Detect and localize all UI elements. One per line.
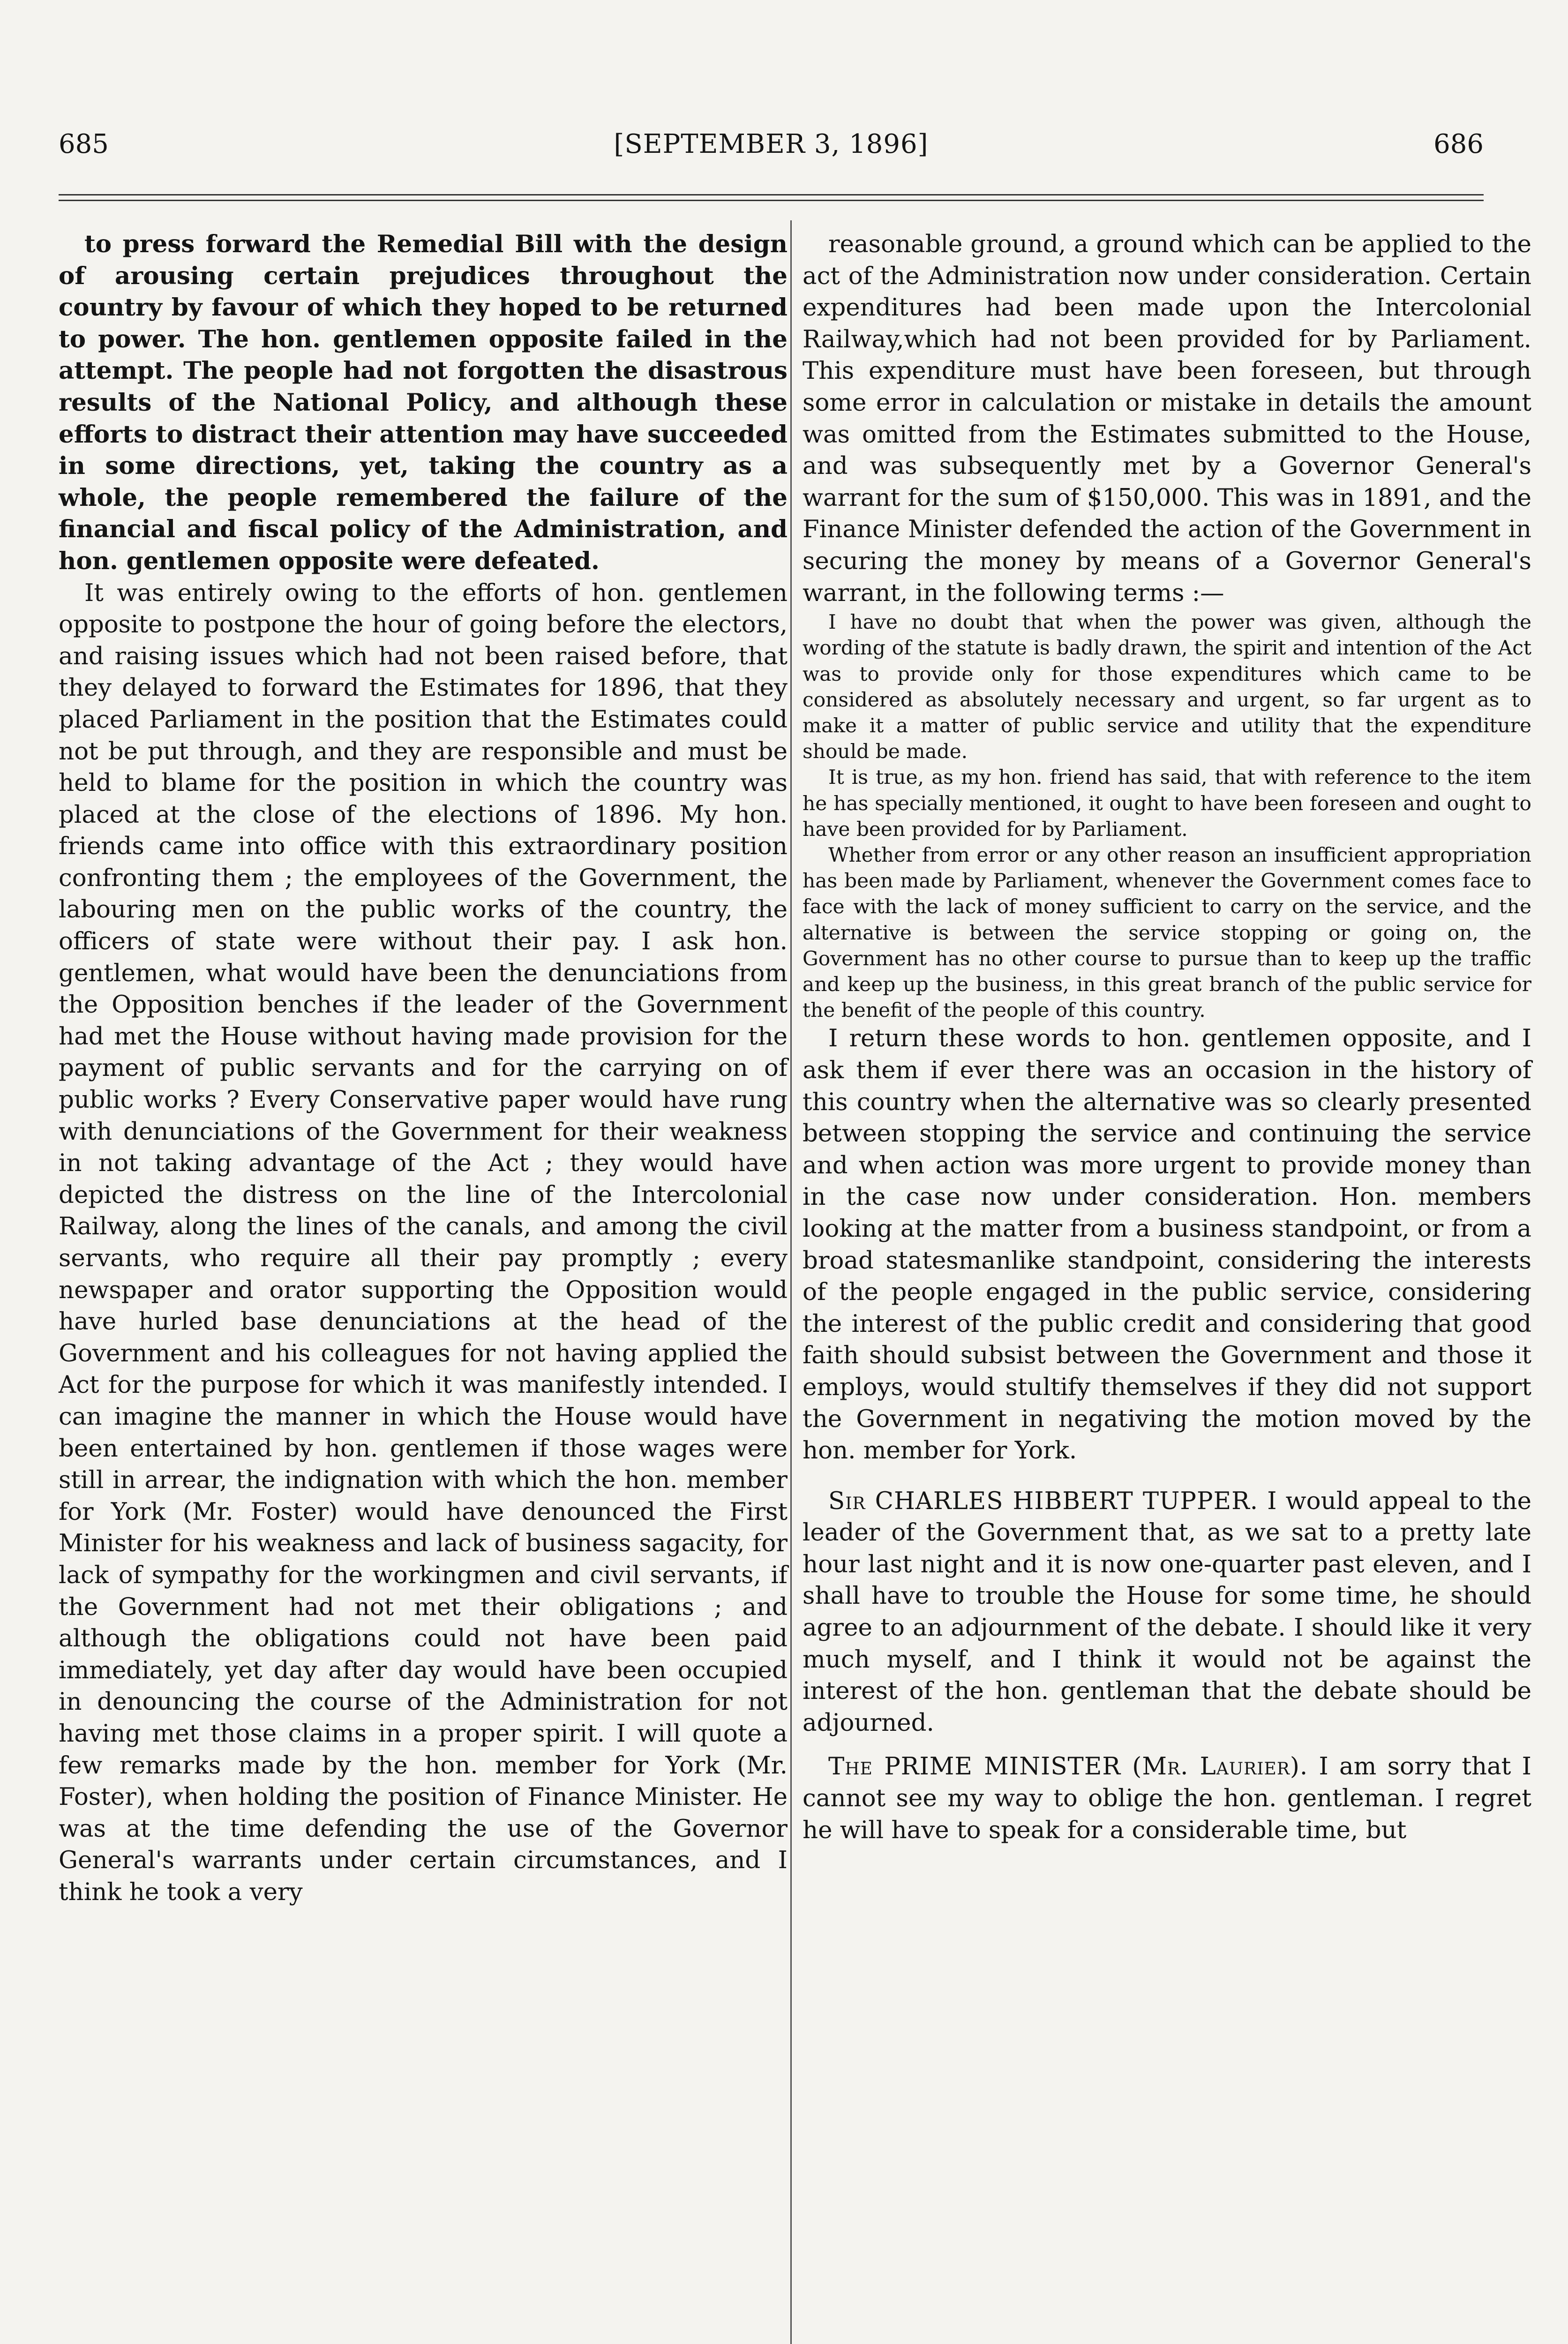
- header-rule-top: [59, 194, 1484, 195]
- page-date-title: [SEPTEMBER 3, 1896]: [614, 129, 929, 159]
- paragraph: It was entirely owing to the efforts of hon. gentlemen opposite to postpone the hour of going before the electors, and raising issues which had not been raised before, that they delayed to forward the Estimates for 1896, that they placed Parliament in the position that the Estimates could not be put through, and they are responsible and must be held to blame for the position in which the country was placed at the close of the elections of 1896. My hon. friends came into office with this extraordinary position confronting them ; the employees of the Government, the labouring men on the public works of the country, the officers of state were without their pay. I ask hon. gentlemen, what would have been the denunciations from the Opposition benches if the leader of the Government had met the House without having made provision for the payment of public servants and for the carrying on of public works ? Every Conservative paper would have rung with denunciations of the Government for their weakness in not taking advantage of the Act ; they would have depicted the distress on the line of the Intercolonial Railway, along the lines of the canals, and among the civil servants, who require all their pay promptly ; every newspaper and orator supporting the Opposition would have hurled base denunciations at the head of the Government and his colleagues for not having applied the Act for the purpose for which it was manifestly intended. I can imagine the manner in which the House would have been entertained by hon. gentlemen if those wages were still in arrear, the indignation with which the hon. member for York (Mr. Foster) would have denounced the First Minister for his weakness and lack of business sagacity, for lack of sympathy for the workingmen and civil servants, if the Government had not met their obligations ; and although the obligations could not have been paid immediately, yet day after day would have been occupied in denouncing the course of the Administration for not having met those claims in a proper spirit. I will quote a few remarks made by the hon. member for York (Mr. Foster), when holding the position of Finance Minister. He was at the time defending the use of the Governor General's warrants under certain circumstances, and I think he took a very: [59, 578, 788, 1906]
- header-rule-bottom: [59, 200, 1484, 201]
- page-number-left: 685: [59, 129, 109, 159]
- left-column: [59, 229, 788, 1908]
- quote-paragraph: Whether from error or any other reason an insufficient appropriation has been made by Parliament, whenever the Government comes face to face with the lack of money sufficient to carry on the service, and the alternative is between the service stopping or going on, the Government has no other course to pursue than to keep up the traffic and keep up the business, in this great branch of the public service for the benefit of the people of this country.: [803, 843, 1531, 1022]
- paragraph: to press forward the Remedial Bill with the design of arousing certain prejudices throughout the country by favour of which they hoped to be returned to power. The hon. gentlemen opposite failed in the attempt. The people had not forgotten the disastrous results of the National Policy, and although these efforts to distract their attention may have succeeded in some directions, yet, taking the country as a whole, the people remembered the failure of the financial and fiscal policy of the Administration, and hon. gentlemen opposite were defeated.: [59, 230, 788, 575]
- speaker-name: The PRIME MINISTER (Mr. Laurier).: [828, 1752, 1308, 1781]
- column-divider: [790, 220, 792, 2344]
- speaker-name: Sir CHARLES HIBBERT TUPPER.: [828, 1487, 1259, 1515]
- right-column: [803, 229, 1531, 1846]
- speech: [803, 1486, 1531, 1739]
- quote-paragraph: It is true, as my hon. friend has said, that with reference to the item he has specially mentioned, it ought to have been foreseen and ought to have been provided for by Parliament.: [803, 766, 1531, 841]
- page-header: [59, 121, 1484, 168]
- quoted-passage: [803, 609, 1531, 1023]
- paragraph: I return these words to hon. gentlemen opposite, and I ask them if ever there was an occasion in the history of this country when the alternative was so clearly presented between stopping the service and continuing the service and when action was more urgent to provide money than in the case now under consideration. Hon. members looking at the matter from a business standpoint, or from a broad statesmanlike standpoint, considering the interests of the people engaged in the public service, considering the interest of the public credit and considering that good faith should subsist between the Government and those it employs, would stultify themselves if they did not support the Government in negativing the motion moved by the hon. member for York.: [803, 1024, 1531, 1465]
- page-number-right: 686: [1433, 129, 1484, 159]
- speech-text: I am sorry that I cannot see my way to oblige the hon. gentleman. I regret he will have to speak for a considerable time, but: [803, 1752, 1531, 1844]
- speech-text: I would appeal to the leader of the Government that, as we sat to a pretty late hour last night and it is now one-quarter past eleven, and I shall have to trouble the House for some time, he should agree to an adjournment of the debate. I should like it very much myself, and I think it would not be against the interest of the hon. gentleman that the debate should be adjourned.: [803, 1487, 1531, 1737]
- paragraph: reasonable ground, a ground which can be applied to the act of the Administration now under consideration. Certain expenditures had been made upon the Intercolonial Railway,which had not been provided for by Parliament. This expenditure must have been foreseen, but through some error in calculation or mistake in details the amount was omitted from the Estimates submitted to the House, and was subsequently met by a Governor General's warrant for the sum of $150,000. This was in 1891, and the Finance Minister defended the action of the Government in securing the money by means of a Governor General's warrant, in the following terms :—: [803, 230, 1531, 607]
- speech: [803, 1751, 1531, 1846]
- quote-paragraph: I have no doubt that when the power was given, although the wording of the statute is badly drawn, the spirit and intention of the Act was to provide only for those expenditures which came to be considered as absolutely necessary and urgent, so far urgent as to make it a matter of public service and utility that the expenditure should be made.: [803, 610, 1531, 763]
